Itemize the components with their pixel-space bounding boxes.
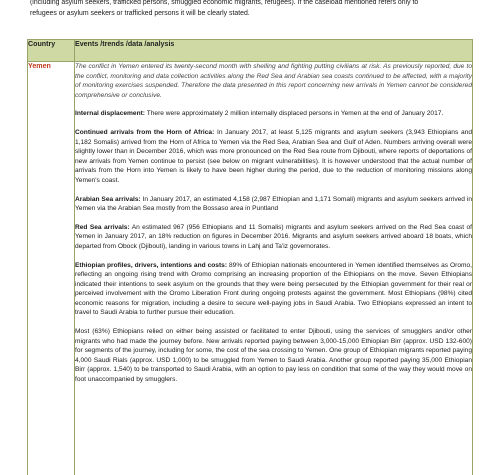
- context-note: The conflict in Yemen entered its twenty-second month with shelling and fighting putting civilians at risk. As previously reported, due to the conflict, monitoring and data collection activities along the Red Sea and Arabian sea coasts continued to be affected, with a majority of monitoring exercises suspended. Therefore the data presented in this report concerning new arrivals in Yemen cannot be considered comprehensive or conclusive.: [75, 63, 472, 99]
- paragraph: [75, 223, 472, 252]
- paragraph-heading: Ethiopian profiles, drivers, intentions and costs:: [75, 261, 228, 269]
- paragraph-text: There were approximately 2 million internally displaced persons in Yemen at the end of January 2017.: [145, 110, 444, 118]
- intro-line: refugees or asylum seekers or trafficked persons it will be clearly stated.: [30, 10, 250, 17]
- paragraph-text: Most (63%) Ethiopians relied on either being assisted or facilitated to enter Djibouti, using the services of smugglers and/or other migrants who had made the journey before. New arrivals reported paying between 3,000-15,000 Ethiopian Birr (approx. USD 132-600) for segments of the journey, including for some, the cost of the sea crossing to Yemen. One group of Ethiopian migrants reported paying 4,000 Saudi Rials (approx. USD 1,000) to be smuggled from Yemen to Saudi Arabia. Another group reported paying 35,000 Ethiopian Birr (approx. 1,540) to be transported to Saudi Arabia, with an option to pay less on condition that some of the way they would move on foot unaccompanied by smugglers.: [75, 328, 472, 384]
- table-header-row: [28, 40, 473, 62]
- paragraph-heading: Continued arrivals from the Horn of Africa:: [75, 128, 215, 136]
- events-table: [27, 39, 473, 475]
- paragraph: [75, 261, 472, 319]
- events-column-header: Events /trends /data /analysis: [75, 40, 473, 62]
- paragraph: [75, 128, 472, 186]
- country-cell: Yemen: [28, 62, 75, 475]
- paragraph-heading: Internal displacement:: [75, 110, 145, 118]
- paragraph-text: In January 2017, at least 5,125 migrants and asylum seekers (3,943 Ethiopians and 1,182 Somalis) arrived from the Horn of Africa to Yemen via the Red Sea, Arabian Sea and Gulf of Aden. Numbers arriving overall were slightly lower than in December 2016, which was more pronounced on the Red Sea route from Djibouti, where reports of deportations of new arrivals from Yemen continue to persist (see below on migrant vulnerabilities). It is however understood that the actual number of arrivals from the Horn into Yemen is likely to have been higher during the period, due to the reduction of monitoring missions along Yemen's coast.: [75, 128, 473, 184]
- paragraph-text: An estimated 967 (956 Ethiopians and 11 Somalis) migrants and asylum seekers arrived on the Red Sea coast of Yemen in January 2017, an 18% reduction on figures in December 2016. Migrants and asylum seekers arrived aboard 18 boats, which departed from Obock (Djibouti), landing in various towns in Lahj and Ta'iz governorates.: [75, 223, 472, 250]
- paragraph-heading: Arabian Sea arrivals:: [75, 195, 141, 203]
- paragraph: [75, 109, 472, 119]
- intro-text: [30, 0, 490, 19]
- paragraph: [75, 195, 472, 214]
- paragraph-heading: Red Sea arrivals:: [75, 223, 130, 231]
- events-cell: [75, 62, 473, 475]
- paragraph-text: 89% of Ethiopian nationals encountered in Yemen identified themselves as Oromo, reflecting an ongoing rising trend with Oromo comprising an increasing proportion of the Ethiopians on the move. Seven Ethiopians indicated their intentions to seek asylum on the grounds that they were being persecuted by the Ethiopian government for their real or perceived involvement with the Oromo Liberation Front during ongoing protests against the government. Most Ethiopians (98%) cited economic reasons for migration, including a desire to secure well-paying jobs in Saudi Arabia. Two Ethiopians expressed an intent to travel to Saudi Arabia to further pursue their education.: [75, 261, 472, 317]
- table-row: [28, 62, 473, 475]
- intro-line: (including asylum seekers, trafficked persons, smuggled economic migrants, refugees). If the caseload mentioned refers only to: [30, 0, 419, 6]
- paragraph: [75, 327, 472, 385]
- country-column-header: Country: [28, 40, 75, 62]
- paragraph-text: In January 2017, an estimated 4,158 (2,987 Ethiopian and 1,171 Somali) migrants and asylum seekers arrived in Yemen via the Arabian Sea mostly from the Bossaso area in Puntland: [75, 195, 472, 213]
